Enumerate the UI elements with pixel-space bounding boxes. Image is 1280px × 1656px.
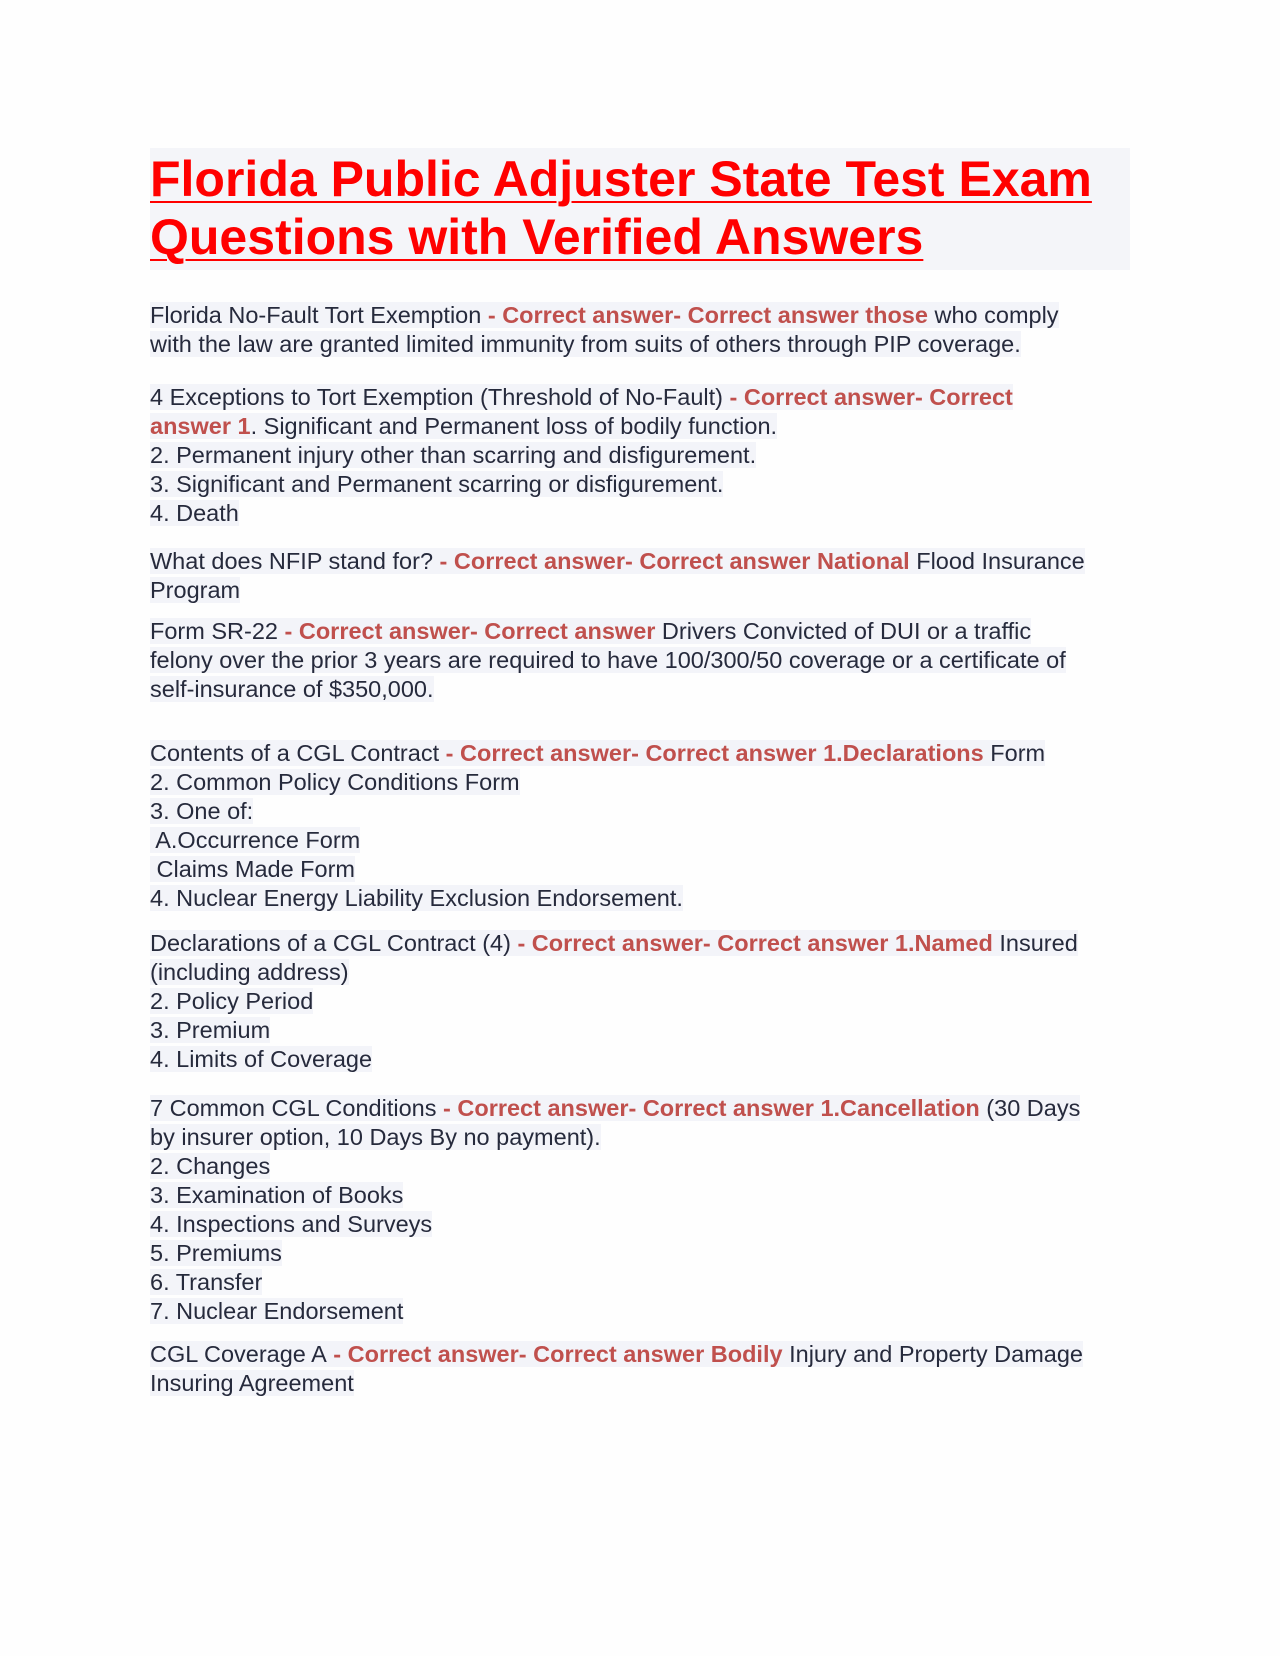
qa-first-line (150, 930, 1078, 985)
answer-list-line: 4. Limits of Coverage (150, 1046, 373, 1072)
correct-answer-label: - Correct answer- Correct answer 1.Cancellation (436, 1095, 980, 1121)
correct-answer-label: - Correct answer- Correct answer those (481, 302, 928, 328)
answer-list-line: A.Occurrence Form (150, 827, 361, 853)
document-page (150, 148, 1130, 1396)
qa-item (150, 383, 1085, 528)
qa-first-line (150, 302, 1059, 357)
qa-item (150, 617, 1085, 704)
correct-answer-label: - Correct answer- Correct answer 1.Named (510, 930, 993, 956)
answer-list-line: 3. Premium (150, 1017, 271, 1043)
answer-text: . Significant and Permanent loss of bodily function. (250, 413, 778, 439)
answer-list-line: Claims Made Form (150, 856, 356, 882)
title-block (150, 148, 1130, 270)
answer-list-line: 4. Inspections and Surveys (150, 1211, 433, 1237)
answer-list-line: 2. Common Policy Conditions Form (150, 769, 520, 795)
qa-first-line (150, 384, 1013, 439)
qa-item (150, 1340, 1085, 1398)
question-text: CGL Coverage A (150, 1341, 327, 1367)
correct-answer-label: - Correct answer- Correct answer National (433, 548, 910, 574)
correct-answer-label: - Correct answer- Correct answer (277, 618, 656, 644)
question-text: 4 Exceptions to Tort Exemption (Threshold of No-Fault) (150, 384, 723, 410)
answer-list-line: 3. Examination of Books (150, 1182, 404, 1208)
question-text: Contents of a CGL Contract (150, 740, 440, 766)
question-text: Florida No-Fault Tort Exemption (150, 302, 482, 328)
answer-list-line: 6. Transfer (150, 1269, 263, 1295)
answer-list-line: 4. Nuclear Energy Liability Exclusion Endorsement. (150, 885, 683, 911)
document-title: Florida Public Adjuster State Test Exam Questions with Verified Answers (150, 151, 1092, 265)
answer-list-line: 5. Premiums (150, 1240, 282, 1266)
answer-text: Flood Insurance Program (150, 548, 1085, 603)
question-text: Declarations of a CGL Contract (4) (150, 930, 511, 956)
qa-first-line (150, 548, 1085, 603)
qa-first-line (150, 740, 1045, 766)
qa-item (150, 739, 1085, 913)
qa-item (150, 547, 1085, 605)
answer-text: Drivers Convicted of DUI or a traffic felony over the prior 3 years are required to have 100/300/50 coverage or a certificate of self-insurance of $350,000. (150, 618, 1066, 702)
answer-text: (30 Days by insurer option, 10 Days By no payment). (150, 1095, 1081, 1150)
qa-first-line (150, 618, 1066, 702)
answer-list-line: 2. Permanent injury other than scarring and disfigurement. (150, 442, 757, 468)
qa-first-line (150, 1095, 1080, 1150)
qa-first-line (150, 1341, 1083, 1396)
answer-list-line: 2. Changes (150, 1153, 271, 1179)
answer-text: Form (983, 740, 1046, 766)
answer-text: who comply with the law are granted limited immunity from suits of others through PIP coverage. (150, 302, 1059, 357)
correct-answer-label: - Correct answer- Correct answer 1 (150, 384, 1013, 439)
qa-item (150, 1094, 1085, 1326)
question-text: What does NFIP stand for? (150, 548, 434, 574)
question-text: 7 Common CGL Conditions (150, 1095, 437, 1121)
answer-text: Insured (including address) (150, 930, 1078, 985)
answer-text: Injury and Property Damage Insuring Agreement (150, 1341, 1083, 1396)
answer-list-line: 4. Death (150, 500, 239, 526)
qa-item (150, 301, 1085, 359)
correct-answer-label: - Correct answer- Correct answer 1.Declarations (439, 740, 984, 766)
answer-list-line: 7. Nuclear Endorsement (150, 1298, 404, 1324)
answer-list-line: 2. Policy Period (150, 988, 314, 1014)
answer-list-line: 3. Significant and Permanent scarring or disfigurement. (150, 471, 724, 497)
correct-answer-label: - Correct answer- Correct answer Bodily (326, 1341, 783, 1367)
question-text: Form SR-22 (150, 618, 278, 644)
qa-item (150, 929, 1085, 1074)
answer-list-line: 3. One of: (150, 798, 254, 824)
